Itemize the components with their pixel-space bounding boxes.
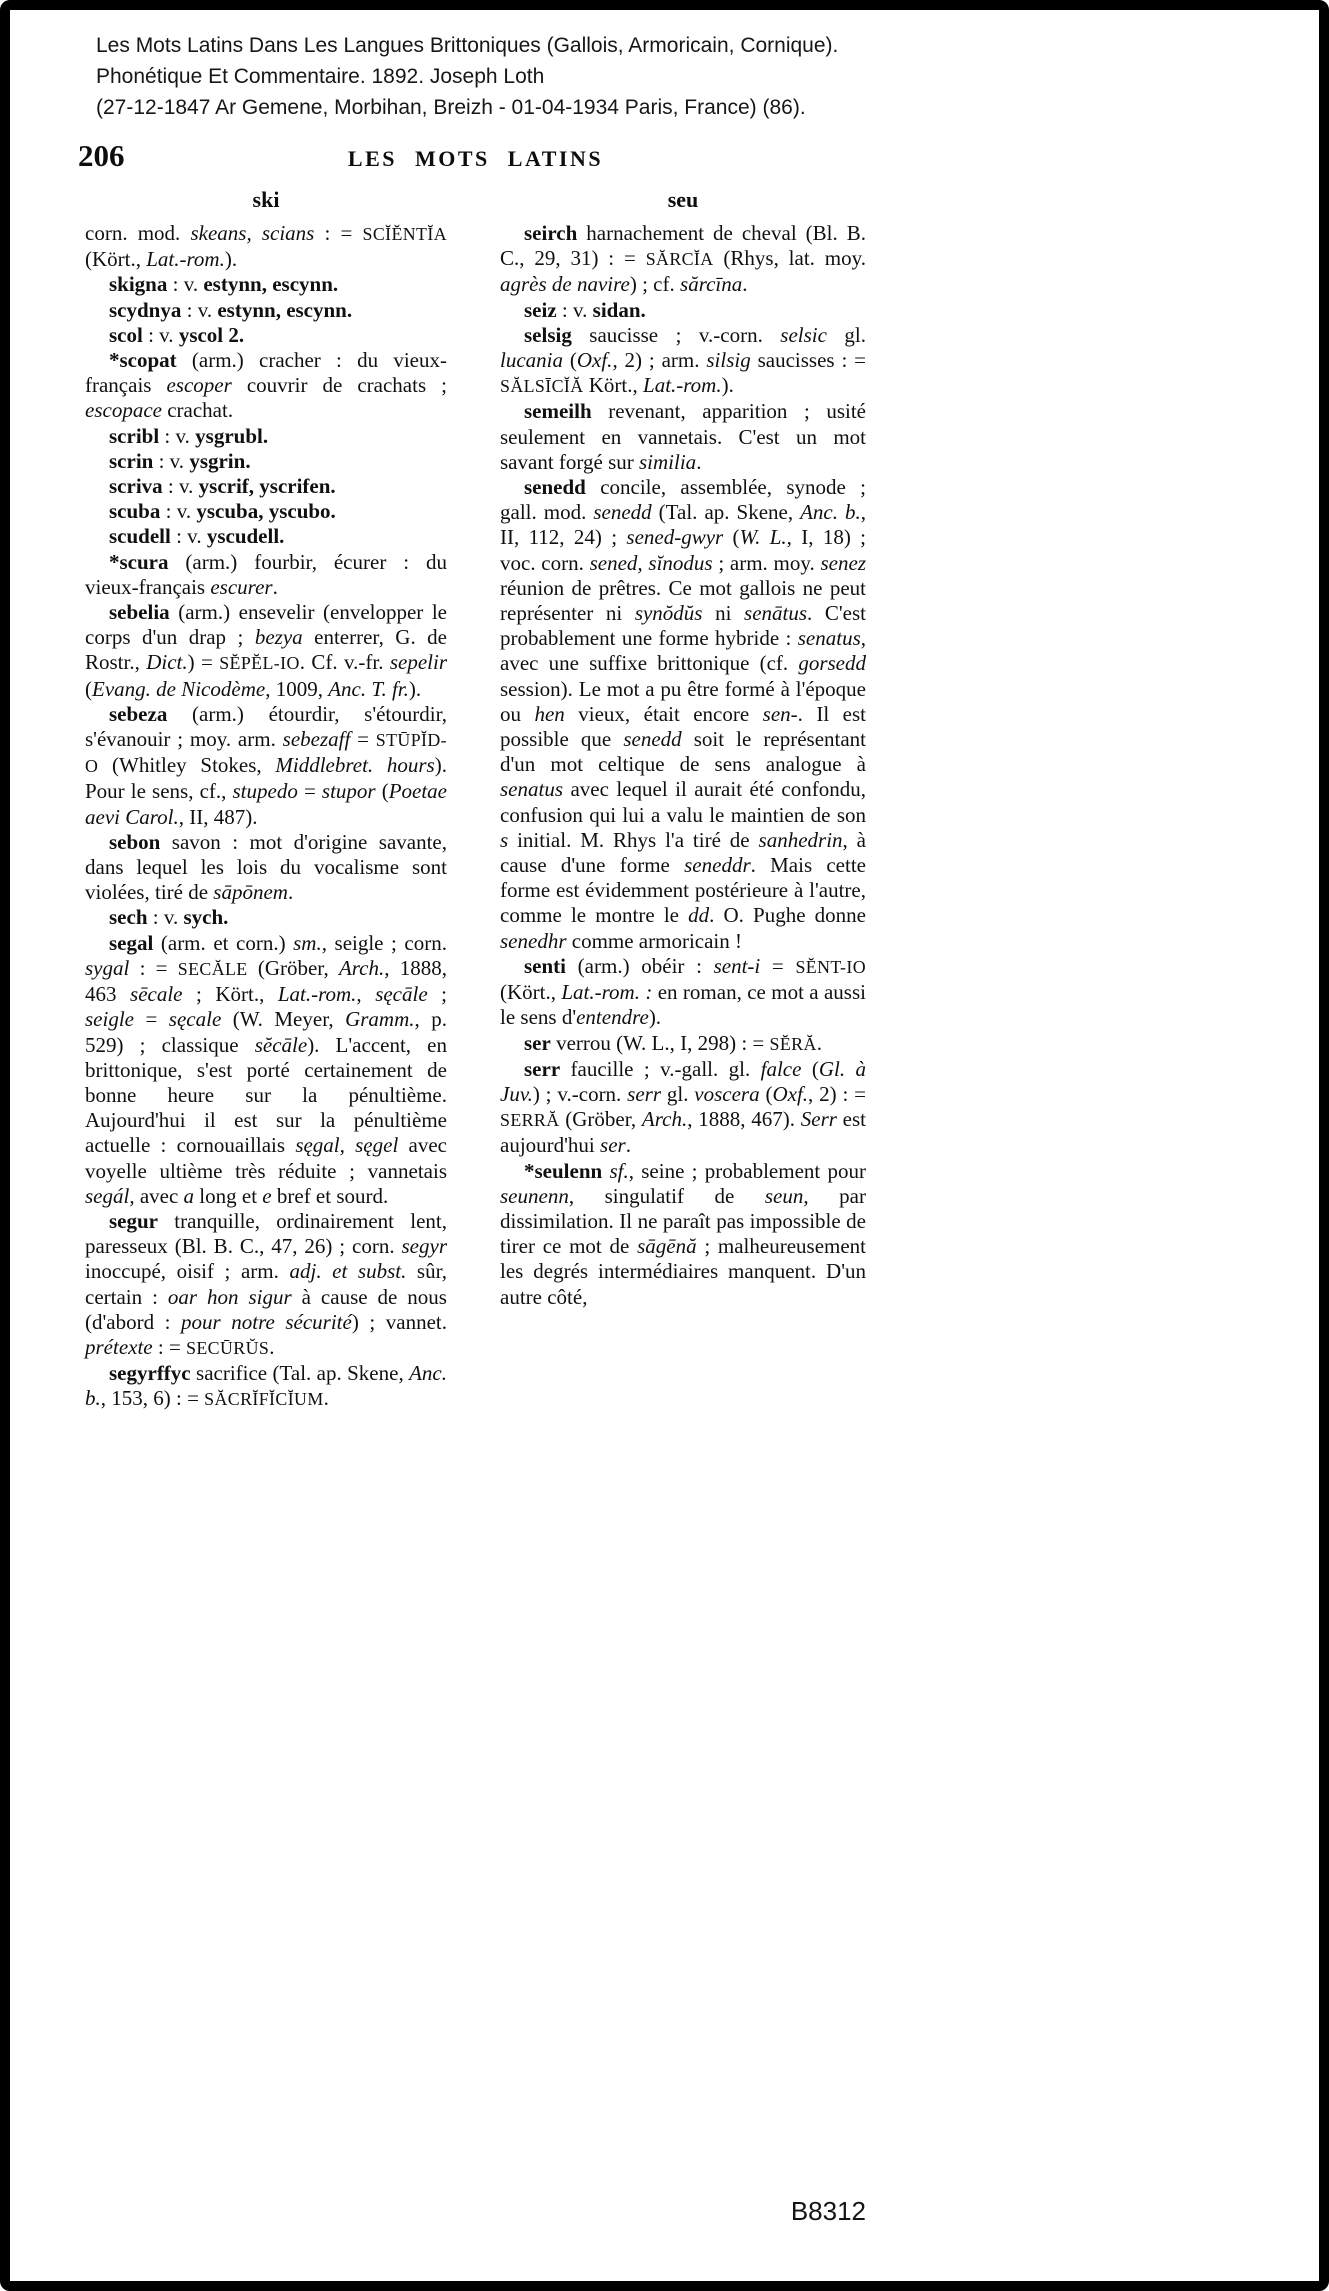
right-text-column bbox=[500, 221, 866, 1310]
dictionary-entry: scudell : v. yscudell. bbox=[109, 524, 285, 549]
dictionary-entry: senedd concile, assemblée, synode ; gall. mod. senedd (Tal. ap. Skene, Anc. b., II, 112, 24) ; sened-gwyr (W. L., I, 18) ; voc. corn. sened, sĭnodus ; arm. moy. senez réunion de prêtres. Ce mot gallois ne peut représenter ni synŏdŭs ni senātus. C'est probablement une forme hybride : senatus, avec une suffixe brittonique (cf. gorsedd session). Le mot a pu être formé à l'époque ou hen vieux, était encore sen-. Il est possible que senedd soit le représentant d'un mot celtique de sens analogue à senatus avec lequel il aurait été confondu, confusion qui lui a valu le maintien de son s initial. M. Rhys l'a tiré de sanhedrin, à cause d'une forme seneddr. Mais cette forme est évidemment postérieure à l'autre, comme le montre le dd. O. Pughe donne senedhr comme armoricain ! bbox=[500, 475, 867, 953]
bibliographic-header-line3: (27-12-1847 Ar Gemene, Morbihan, Breizh - 01-04-1934 Paris, France) (86). bbox=[96, 96, 806, 119]
dictionary-entry: scriva : v. yscrif, yscrifen. bbox=[109, 474, 336, 499]
dictionary-entry: corn. mod. skeans, scians : = SCĬĔNTĬA (Kört., Lat.-rom.). bbox=[85, 221, 447, 272]
bibliographic-header bbox=[96, 30, 838, 123]
dictionary-entry: scrin : v. ysgrin. bbox=[109, 448, 251, 473]
dictionary-entry: scribl : v. ysgrubl. bbox=[109, 423, 269, 448]
running-title: LES MOTS LATINS bbox=[347, 146, 604, 171]
dictionary-entry: *scura (arm.) fourbir, écurer : du vieux-français escurer. bbox=[85, 549, 447, 599]
dictionary-entry: serr faucille ; v.-gall. gl. falce (Gl. à Juv.) ; v.-corn. serr gl. voscera (Oxf., 2) : = SERRĂ (Gröber, Arch., 1888, 467). Serr est aujourd'hui ser. bbox=[500, 1056, 867, 1158]
dictionary-entry: *scopat (arm.) cracher : du vieux-français escoper couvrir de crachats ; escopace crachat. bbox=[85, 348, 447, 423]
dictionary-entry: *seulenn sf., seine ; probablement pour seunenn, singulatif de seun, par dissimilation. Il ne paraît pas impossible de tirer ce mot de sāgēnă ; malheureusement les degrés intermédiaires manquent. D'un autre côté, bbox=[500, 1158, 867, 1309]
dictionary-entry: scol : v. yscol 2. bbox=[109, 322, 245, 347]
left-text-column bbox=[85, 221, 447, 1413]
dictionary-entry: scuba : v. yscuba, yscubo. bbox=[109, 499, 336, 524]
dictionary-entry: sebelia (arm.) ensevelir (envelopper le corps d'un drap ; bezya enterrer, G. de Rostr., Dict.) = SĔPĔL-IO. Cf. v.-fr. sepelir (Evang. de Nicodème, 1009, Anc. T. fr.). bbox=[85, 600, 448, 701]
dictionary-entry: segur tranquille, ordinairement lent, paresseux (Bl. B. C., 47, 26) ; corn. segyr inoccupé, oisif ; arm. adj. et subst. sûr, certain : oar hon sigur à cause de nous (d'abord : pour notre sécurité) ; vannet. prétexte : = SECŪRŬS. bbox=[85, 1208, 448, 1359]
dictionary-entry: ser verrou (W. L., I, 298) : = SĔRĂ. bbox=[524, 1030, 822, 1055]
guide-word-right: seu bbox=[667, 187, 699, 212]
dictionary-entry: sebon savon : mot d'origine savante, dans lequel les lois du vocalisme sont violées, tiré de sāpōnem. bbox=[85, 829, 447, 905]
bibliographic-header-line2: Phonétique Et Commentaire. 1892. Joseph Loth bbox=[96, 65, 545, 88]
page-number: 206 bbox=[78, 138, 125, 173]
dictionary-entry: segyrffyc sacrifice (Tal. ap. Skene, Anc. b., 153, 6) : = SĂCRĬFĬCĬUM. bbox=[85, 1361, 447, 1411]
guide-word-left: ski bbox=[252, 187, 280, 212]
footer-code: B8312 bbox=[790, 2196, 866, 2226]
dictionary-entry: seirch harnachement de cheval (Bl. B. C., 29, 31) : = SĂRCĬA (Rhys, lat. moy. agrès de navire) ; cf. sărcīna. bbox=[500, 221, 866, 297]
dictionary-entry: sech : v. sych. bbox=[109, 905, 229, 930]
dictionary-entry: scydnya : v. estynn, escynn. bbox=[109, 297, 353, 322]
dictionary-entry: skigna : v. estynn, escynn. bbox=[109, 272, 339, 297]
dictionary-entry: segal (arm. et corn.) sm., seigle ; corn. sygal : = SECĂLE (Gröber, Arch., 1888, 463 sēcale ; Kört., Lat.-rom., sęcāle ; seigle = sęcale (W. Meyer, Gramm., p. 529) ; classique sĕcāle). L'accent, en brittonique, s'est porté certainement de bonne heure sur la pénultième. Aujourd'hui il est sur la pénultième actuelle : cornouaillais sęgal, sęgel avec voyelle ultième très réduite ; vannetais segál, avec a long et e bref et sourd. bbox=[85, 930, 448, 1208]
bibliographic-header-line1: Les Mots Latins Dans Les Langues Brittoniques (Gallois, Armoricain, Cornique). bbox=[96, 34, 839, 57]
dictionary-entry: sebeza (arm.) étourdir, s'étourdir, s'évanouir ; moy. arm. sebezaff = STŪPĬD-O (Whitley Stokes, Middlebret. hours). Pour le sens, cf., stupedo = stupor (Poetae aevi Carol., II, 487). bbox=[85, 701, 447, 829]
dictionary-entry: senti (arm.) obéir : sent-i = SĔNT-IO (Kört., Lat.-rom. : en roman, ce mot a aussi le sens d'entendre). bbox=[500, 953, 866, 1030]
dictionary-entry: selsig saucisse ; v.-corn. selsic gl. lucania (Oxf., 2) ; arm. silsig saucisses : = SĂLSĪCĬĂ Kört., Lat.-rom.). bbox=[500, 322, 867, 398]
dictionary-entry: semeilh revenant, apparition ; usité seulement en vannetais. C'est un mot savant forgé sur similia. bbox=[500, 399, 866, 474]
dictionary-entry: seiz : v. sidan. bbox=[524, 297, 646, 322]
